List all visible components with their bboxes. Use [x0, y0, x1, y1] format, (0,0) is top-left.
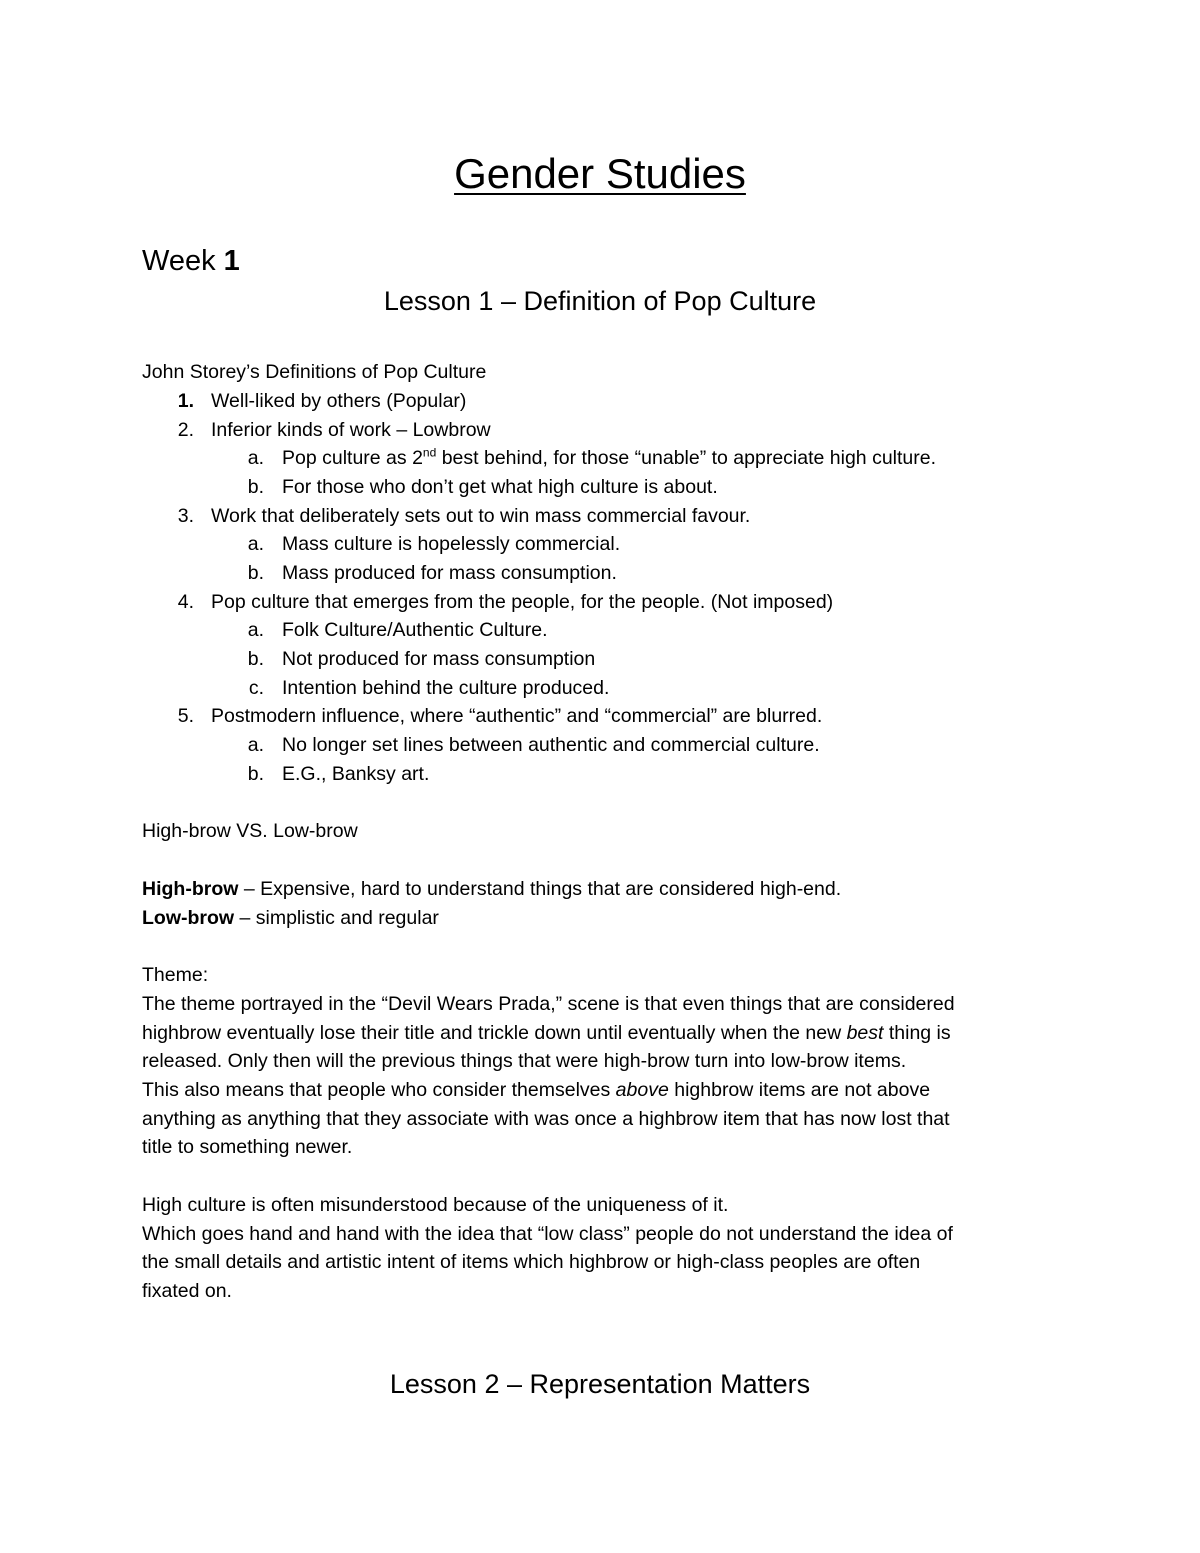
sub-list-item: No longer set lines between authentic and commercial culture.	[282, 734, 820, 756]
high-culture-line: fixated on.	[142, 1280, 232, 1302]
sub-list-marker: a.	[247, 734, 264, 756]
list-marker: 3.	[177, 505, 194, 527]
theme-label: Theme:	[142, 964, 209, 986]
sub-list-text: best behind, for those “unable” to appreciate high culture.	[436, 447, 937, 469]
sub-list-marker: a.	[247, 619, 264, 641]
lowbrow-def-text: – simplistic and regular	[234, 907, 439, 929]
week-number: 1	[223, 245, 240, 277]
high-culture-line: Which goes hand and hand with the idea that “low class” people do not understand the idea of	[142, 1223, 953, 1245]
sub-list-item: Intention behind the culture produced.	[282, 677, 610, 699]
sub-list-text: Pop culture as 2	[282, 447, 423, 469]
list-item: Work that deliberately sets out to win mass commercial favour.	[211, 505, 751, 527]
week-heading	[142, 242, 240, 280]
sub-list-item	[282, 444, 936, 473]
emphasis-text: above	[615, 1079, 669, 1101]
lowbrow-definition	[142, 904, 439, 933]
theme-paragraph-line: anything as anything that they associate with was once a highbrow item that has now lost that	[142, 1108, 950, 1130]
list-marker: 2.	[177, 419, 194, 441]
theme-text: thing is	[883, 1022, 951, 1044]
sub-list-item: Not produced for mass consumption	[282, 648, 596, 670]
theme-paragraph-line: title to something newer.	[142, 1136, 353, 1158]
sub-list-item: Folk Culture/Authentic Culture.	[282, 619, 548, 641]
versus-heading: High-brow VS. Low-brow	[142, 820, 358, 842]
high-culture-line: High culture is often misunderstood because of the uniqueness of it.	[142, 1194, 729, 1216]
high-culture-line: the small details and artistic intent of items which highbrow or high-class peoples are often	[142, 1251, 921, 1273]
theme-paragraph-line	[142, 1076, 930, 1105]
superscript: nd	[422, 445, 437, 460]
sub-list-marker: b.	[247, 763, 264, 785]
sub-list-marker: a.	[247, 447, 264, 469]
sub-list-marker: b.	[247, 476, 264, 498]
week-label: Week	[142, 245, 224, 277]
highbrow-def-text: – Expensive, hard to understand things that are considered high-end.	[238, 878, 842, 900]
theme-text: This also means that people who consider themselves	[142, 1079, 616, 1101]
list-marker: 4.	[177, 591, 194, 613]
lesson1-heading: Lesson 1 – Definition of Pop Culture	[383, 286, 817, 316]
lowbrow-term: Low-brow	[142, 907, 235, 929]
theme-paragraph-line: The theme portrayed in the “Devil Wears Prada,” scene is that even things that are considered	[142, 993, 955, 1015]
list-item: Inferior kinds of work – Lowbrow	[211, 419, 491, 441]
definitions-intro: John Storey’s Definitions of Pop Culture	[142, 361, 487, 383]
sub-list-item: Mass produced for mass consumption.	[282, 562, 617, 584]
list-item: Pop culture that emerges from the people, for the people. (Not imposed)	[211, 591, 834, 613]
sub-list-marker: b.	[247, 648, 264, 670]
list-marker: 5.	[177, 705, 194, 727]
sub-list-marker: b.	[247, 562, 264, 584]
sub-list-item: For those who don’t get what high culture is about.	[282, 476, 718, 498]
emphasis-text: best	[846, 1022, 884, 1044]
list-item: Postmodern influence, where “authentic” and “commercial” are blurred.	[211, 705, 823, 727]
document-title: Gender Studies	[454, 150, 746, 197]
theme-paragraph-line: released. Only then will the previous things that were high-brow turn into low-brow items.	[142, 1050, 907, 1072]
sub-list-marker: a.	[247, 533, 264, 555]
highbrow-definition	[142, 875, 841, 904]
sub-list-item: E.G., Banksy art.	[282, 763, 430, 785]
highbrow-term: High-brow	[142, 878, 239, 900]
list-marker: 1.	[177, 390, 194, 412]
list-item: Well-liked by others (Popular)	[211, 390, 467, 412]
theme-text: highbrow items are not above	[668, 1079, 931, 1101]
lesson2-heading: Lesson 2 – Representation Matters	[389, 1369, 811, 1399]
sub-list-item: Mass culture is hopelessly commercial.	[282, 533, 621, 555]
theme-paragraph-line	[142, 1019, 951, 1048]
theme-text: highbrow eventually lose their title and trickle down until eventually when the new	[142, 1022, 847, 1044]
sub-list-marker: c.	[248, 677, 264, 699]
